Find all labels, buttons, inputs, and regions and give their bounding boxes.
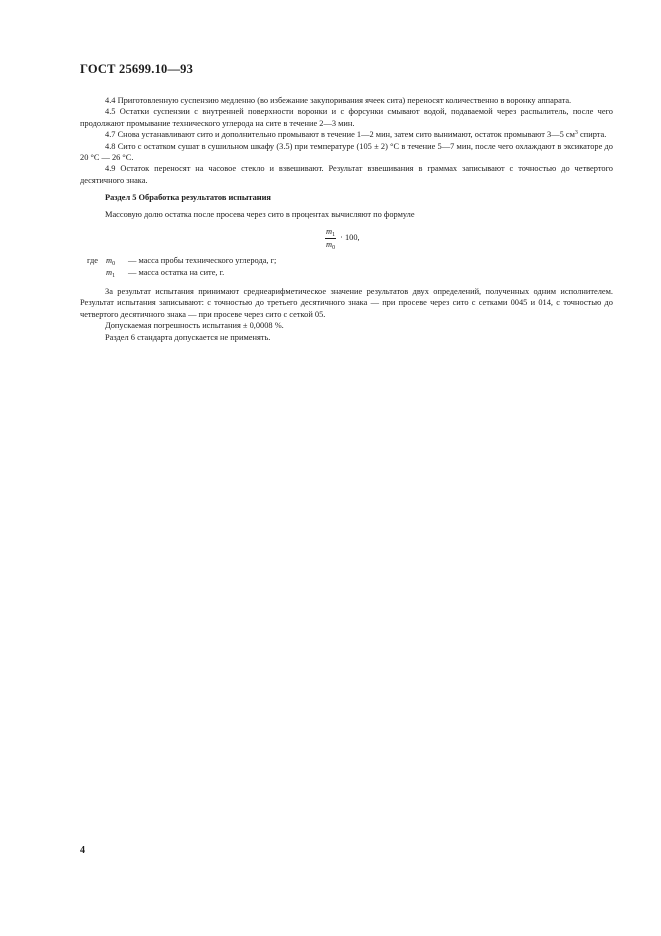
formula-denominator: $m_0$	[326, 239, 336, 251]
section-5-heading: Раздел 5 Обработка результатов испытания	[105, 193, 271, 203]
cubic-superscript: 3	[574, 130, 578, 137]
legend-symbol-m0: $m_0$	[106, 256, 116, 268]
formula-intro: Массовую долю остатка после просева через сито в процентах вычисляют по формуле	[105, 209, 415, 219]
legend-row-m0	[80, 255, 613, 267]
formula-numerator: $m_1$	[326, 226, 336, 238]
paragraph-4-9: 4.9 Остаток переносят на часовое стекло и взвешивают. Результат взвешивания в граммах записывают с точностью до четвертого десятичного знака.	[80, 164, 613, 185]
legend-lead-word: где	[87, 256, 98, 266]
error-paragraph: Допускаемая погрешность испытания ± 0,0008 %.	[105, 321, 284, 331]
result-paragraph: За результат испытания принимают среднеарифметическое значение результатов двух определений, полученных одним исполнителем. Результат испытания записывают: с точностью до третьего десятичного знака — при просеве через сито с сетками 0045 и 014, с точностью до четвертого десятичного знака — при просеве через сито с сеткой 05.	[80, 287, 613, 319]
paragraph-4-5: 4.5 Остатки суспензии с внутренней поверхности воронки и с форсунки смывают водой, подаваемой через распылитель, после чего продолжают промывание технического углерода на сите в течение 2—3 мин.	[80, 107, 613, 128]
legend-row-m1	[80, 267, 613, 279]
section-6-note: Раздел 6 стандарта допускается не применять.	[105, 332, 271, 342]
paragraph-4-7-text: 4.7 Снова устанавливают сито и дополнительно промывают в течение 1—2 мин, затем сито вынимают, остаток промывают 3—5 см	[105, 130, 575, 140]
mass-fraction-formula	[80, 225, 613, 251]
paragraph-4-7	[80, 129, 613, 140]
document-body	[80, 95, 613, 343]
legend-symbol-m1: $m_1$	[106, 267, 116, 279]
paragraph-4-8: 4.8 Сито с остатком сушат в сушильном шкафу (3.5) при температуре (105 ± 2) °С в течение 5—7 мин, после чего охлаждают в эксикаторе до 20 °С — 26 °С.	[80, 141, 613, 163]
formula-multiplier: · 100,	[340, 233, 360, 243]
legend-text-m1: — масса остатка на сите, г.	[128, 267, 225, 277]
page-number: 4	[80, 845, 85, 856]
paragraph-4-7-tail: спирта.	[577, 130, 607, 140]
paragraph-4-4: 4.4 Приготовленную суспензию медленно (во избежание закупоривания ячеек сита) переносят количественно в воронку аппарата.	[105, 96, 572, 105]
document-header: ГОСТ 25699.10—93	[80, 62, 194, 76]
legend-text-m0: — масса пробы технического углерода, г;	[128, 256, 277, 266]
formula-legend	[80, 255, 613, 278]
formula-fraction	[325, 227, 336, 250]
